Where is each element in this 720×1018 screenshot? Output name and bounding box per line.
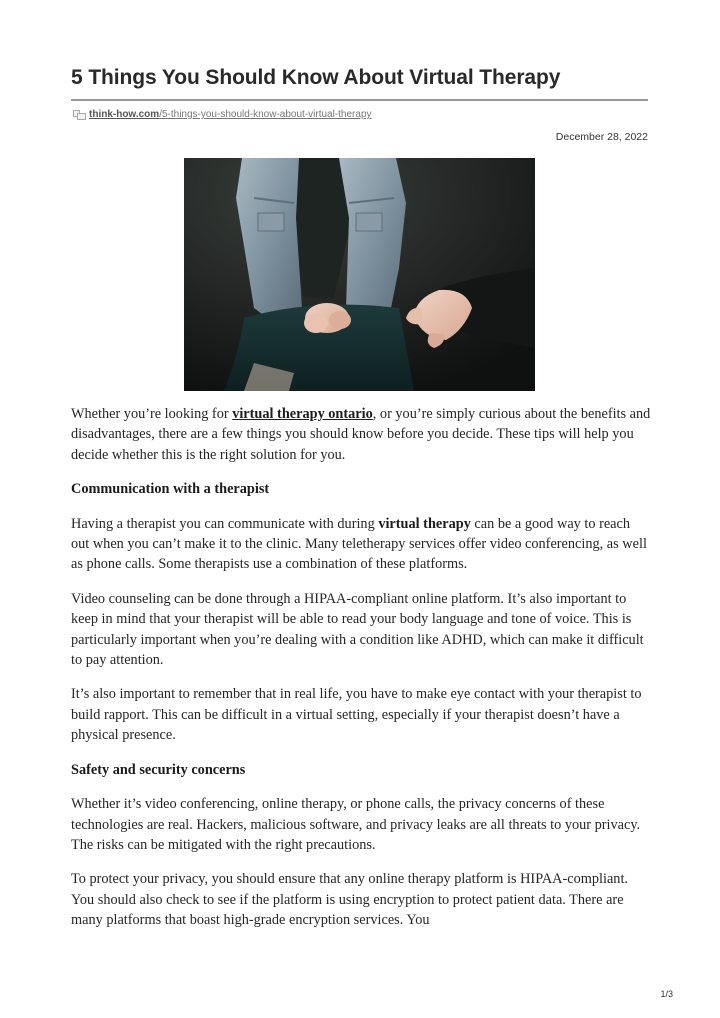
paragraph-text: can be a good way to reach out when you can’t make it to the clinic. Many teletherapy services offer video conferencing, as well as phone calls. Some therapists use a combination of these platforms. [71, 515, 647, 573]
hero-image [184, 158, 535, 391]
paragraph-intro [71, 404, 651, 465]
section-heading-communication: Communication with a therapist [71, 481, 270, 498]
paragraph-eye-contact: It’s also important to remember that in real life, you have to make eye contact with your therapist to build rapport. This can be difficult in a virtual setting, especially if your therapist doesn’t have a physical presence. [71, 686, 642, 744]
paragraph-text: Whether you’re looking for [71, 406, 233, 422]
paragraph-text: Having a therapist you can communicate with during [71, 515, 379, 532]
source-path[interactable]: /5-things-you-should-know-about-virtual-therapy [159, 109, 372, 120]
page-favicon-icon [73, 110, 85, 119]
article-title: 5 Things You Should Know About Virtual Therapy [71, 66, 561, 89]
title-divider [71, 99, 648, 101]
bold-keyword: virtual therapy [378, 515, 471, 532]
page-number: 1/3 [660, 989, 673, 999]
paragraph-communication [71, 514, 651, 575]
section-heading-safety: Safety and security concerns [71, 761, 246, 778]
article-body [71, 404, 651, 945]
paragraph-protect-privacy: To protect your privacy, you should ensure that any online therapy platform is HIPAA-compliant. You should also check to see if the platform is using encryption to protect patient data. There are many platforms that boast high-grade encryption services. You [71, 871, 628, 929]
source-link[interactable] [73, 109, 372, 120]
paragraph-video-counseling: Video counseling can be done through a HIPAA-compliant online platform. It’s also important to keep in mind that your therapist will be able to read your body language and tone of voice. This is particularly important when you’re dealing with a condition like ADHD, which can make it difficult to pay attention. [71, 590, 644, 669]
publish-date: December 28, 2022 [555, 131, 648, 143]
paragraph-text: , or you’re simply curious about the benefits and disadvantages, there are a few things you should know before you decide. These tips will help you decide whether this is the right solution for you. [71, 406, 651, 463]
paragraph-privacy-concerns: Whether it’s video conferencing, online therapy, or phone calls, the privacy concerns of these technologies are real. Hackers, malicious software, and privacy leaks are all threats to your privacy. The risks can be mitigated with the right precautions. [71, 796, 641, 853]
source-domain[interactable]: think-how.com [89, 109, 160, 120]
virtual-therapy-ontario-link[interactable]: virtual therapy ontario [232, 406, 373, 422]
